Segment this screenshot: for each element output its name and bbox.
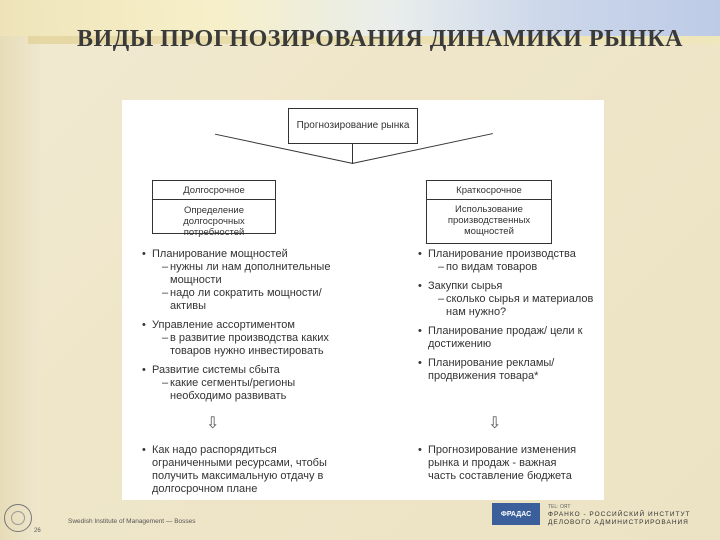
dash: – xyxy=(162,332,169,344)
list-subitem-text: какие сегменты/регионы необходимо развивать xyxy=(170,377,296,402)
short-term-box xyxy=(426,180,552,244)
connector-stem xyxy=(352,143,353,163)
root-box xyxy=(288,108,418,144)
down-arrow-icon: ⇩ xyxy=(206,415,220,432)
dash: – xyxy=(162,261,169,273)
down-arrow-icon: ⇩ xyxy=(488,415,502,432)
institute-small-text: TEL: ОЯТ xyxy=(548,504,571,510)
list-item xyxy=(142,319,332,358)
source-credit: Swedish Institute of Management — Bosses xyxy=(68,518,196,525)
result-text: Как надо распорядиться ограниченными ресурсами, чтобы получить максимальную отдачу в долгосрочном плане xyxy=(152,444,327,495)
list-item-text: Планирование мощностей xyxy=(152,248,288,260)
bullet: • xyxy=(418,248,422,260)
list-item xyxy=(142,364,332,403)
dash: – xyxy=(162,377,169,389)
list-item xyxy=(418,357,604,383)
bullet: • xyxy=(418,280,422,292)
list-subitem-text: сколько сырья и материалов нам нужно? xyxy=(446,293,594,318)
list-subitem-text: нужны ли нам дополнительные мощности xyxy=(170,261,331,286)
long-term-list xyxy=(142,248,332,403)
bullet: • xyxy=(142,364,146,376)
list-item-text: Управление ассортиментом xyxy=(152,319,295,331)
list-subitem-text: в развитие производства каких товаров нужно инвестировать xyxy=(170,332,329,357)
left-decorative-strip xyxy=(0,0,40,540)
page-number: 26 xyxy=(34,528,41,534)
list-subitem-text: надо ли сократить мощности/активы xyxy=(170,287,322,312)
short-term-result xyxy=(418,444,586,483)
short-term-header: Краткосрочное xyxy=(456,185,522,196)
short-term-subtitle: Использование производственных мощностей xyxy=(447,204,531,237)
bullet: • xyxy=(418,325,422,337)
list-item xyxy=(418,248,604,274)
list-item xyxy=(418,325,604,351)
bullet: • xyxy=(142,444,146,456)
short-term-list xyxy=(418,248,604,383)
long-term-subtitle: Определение долгосрочных потребностей xyxy=(183,205,245,238)
diagram-panel xyxy=(122,100,604,500)
dash: – xyxy=(162,287,169,299)
list-item-text: Планирование производства xyxy=(428,248,576,260)
list-item-text: Планирование продаж/ цели к достижению xyxy=(428,325,583,350)
institute-name xyxy=(548,503,691,527)
long-term-result xyxy=(142,444,328,496)
circular-emblem-icon xyxy=(4,504,32,532)
list-item-text: Планирование рекламы/ продвижения товара* xyxy=(428,357,555,382)
list-item xyxy=(142,248,332,313)
bullet: • xyxy=(418,357,422,369)
brand-logo: ФРАДАС xyxy=(492,503,540,525)
list-item xyxy=(418,280,604,319)
long-term-box xyxy=(152,180,276,238)
long-term-header: Долгосрочное xyxy=(183,185,245,196)
dash: – xyxy=(438,293,445,305)
result-text: Прогнозирование изменения рынка и продаж - важная часть составление бюджета xyxy=(428,444,577,482)
list-subitem-text: по видам товаров xyxy=(446,261,538,273)
dash: – xyxy=(438,261,445,273)
list-item-text: Закупки сырья xyxy=(428,280,503,292)
institute-line-2: ДЕЛОВОГО АДМИНИСТРИРОВАНИЯ xyxy=(548,519,689,526)
institute-line-1: ФРАНКО - РОССИЙСКИЙ ИНСТИТУТ xyxy=(548,511,691,518)
bullet: • xyxy=(142,319,146,331)
root-label: Прогнозирование рынка xyxy=(296,120,410,131)
bullet: • xyxy=(418,444,422,456)
list-item-text: Развитие системы сбыта xyxy=(152,364,280,376)
slide-title: ВИДЫ ПРОГНОЗИРОВАНИЯ ДИНАМИКИ РЫНКА xyxy=(77,26,683,52)
bullet: • xyxy=(142,248,146,260)
